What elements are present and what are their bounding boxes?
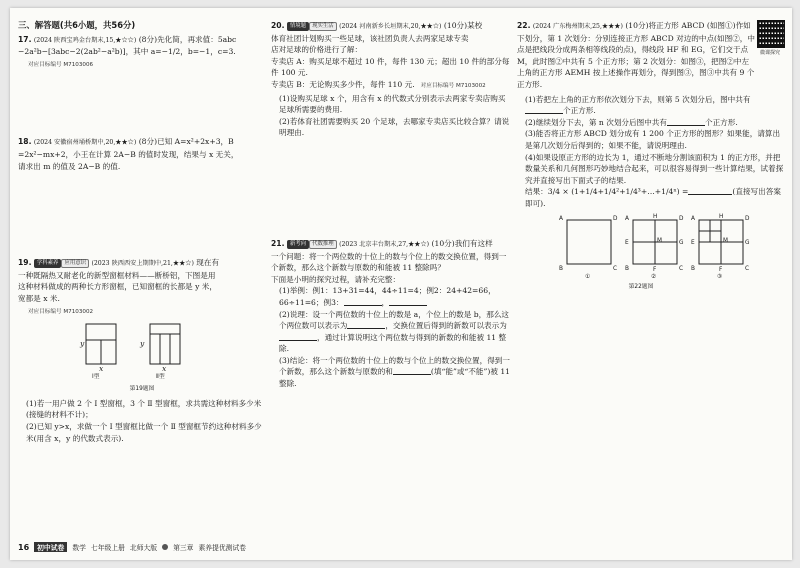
- qr-code[interactable]: [757, 20, 783, 60]
- question-text: (如图①)作如下划分，第 1 次划分：分别连接正方形 ABCD 对边的中点(如图②，中点是把线段分成两条相等线段的点)，得线段 HF 和 EG，它们交于点 M，此时图②中共有 5 个正方形；第 2 次划分：如图③，把图②中左上角的正方形 AEMH 按上述操作再划分，得到图③，图③中共有 9 个正方形.: [517, 21, 755, 89]
- figure-number-2: ②: [651, 273, 657, 280]
- answer-blank[interactable]: [344, 297, 382, 306]
- question-points: (8分): [138, 34, 158, 44]
- column-middle: [271, 20, 511, 393]
- tag-situation: 情境题: [287, 22, 309, 31]
- label-y: y: [80, 339, 85, 349]
- question-source: (2024 陕西宝鸡金台期末,15,★☆☆): [33, 36, 137, 44]
- question-text: 宽都是 x 米.: [18, 293, 60, 303]
- question-21: [271, 238, 511, 390]
- point-label: F: [719, 266, 723, 273]
- question-number: 19.: [18, 258, 32, 268]
- footer-subject: 数学: [72, 544, 86, 552]
- qr-caption: 微课探究: [759, 50, 780, 56]
- point-label: G: [745, 239, 750, 246]
- tag-new-direction: 新考向: [287, 240, 309, 249]
- question-text: 先化简，再求值：5abc: [157, 34, 237, 44]
- target-code: 对应目标编号 M7103002: [28, 308, 94, 315]
- question-source: (2024 河南新乡长垣期末,20,★★☆): [339, 23, 442, 30]
- answer-space: [18, 74, 266, 136]
- question-text: =2x²−mx+2，小王在计算 2A−B 的值时发现，结果与 x 无关，: [18, 149, 239, 159]
- exam-page: [10, 8, 792, 560]
- section-note: (共6小题，共56分): [59, 20, 136, 30]
- question-text: 店对足球的价格进行了解：: [271, 45, 363, 55]
- tag-real-life: 现实生活: [309, 22, 337, 31]
- figure-caption: 第19题图: [129, 386, 155, 393]
- point-label: M: [723, 237, 729, 244]
- answer-blank[interactable]: [347, 320, 385, 329]
- answer-space: [18, 175, 266, 257]
- point-label: E: [691, 239, 695, 246]
- question-22: [517, 20, 785, 91]
- point-label: C: [679, 265, 684, 272]
- question-source: (2024 安徽宿州埇桥期中,20,★★☆): [33, 139, 137, 147]
- sub-question-text: 个正方形.: [704, 117, 738, 127]
- column-right: [517, 20, 785, 293]
- point-label: B: [691, 265, 695, 272]
- step-3-text: (3)结论：将一个两位数的十位上的数与个位上的数交换位置，得到一个新数，那么这个新数与原数的和: [279, 355, 510, 377]
- point-label: H: [653, 213, 658, 220]
- point-label: A: [559, 215, 563, 222]
- question-20: [271, 20, 511, 139]
- figure-label-type2: Ⅱ型: [156, 374, 165, 381]
- question-number: 21.: [271, 238, 285, 248]
- answer-blank[interactable]: [688, 186, 732, 195]
- question-text: 一种既隔热又耐老化的新型窗框材料——断桥铝，下图是用: [18, 270, 216, 280]
- question-22-parts: [517, 94, 785, 210]
- column-left: [18, 20, 266, 447]
- answer-space: [271, 142, 511, 238]
- footer-title: 素养提优测试卷: [198, 544, 247, 552]
- sub-question-2: (2)已知 y>x，求做一个 Ⅰ 型窗框比做一个 Ⅱ 型窗框节约这种材料多少米(用含 x，y 的代数式表示).: [26, 421, 262, 443]
- figure-number-3: ③: [717, 273, 723, 280]
- answer-blank[interactable]: [393, 366, 431, 375]
- tag-literacy: 学科素养: [34, 259, 62, 268]
- label-y: y: [140, 339, 145, 349]
- question-text: 已知 A=x²+2x+3，B: [157, 137, 234, 147]
- point-label: B: [625, 265, 629, 272]
- square-division-figure: [557, 214, 785, 282]
- sub-question-text: (4)如果设原正方形的边长为 1，通过不断地分割该面积为 1 的正方形，并把数量关系和几何图形巧妙地结合起来，可以很容易得到一些计算结果，试着探究并直接写出下面式子的结果.: [525, 152, 784, 185]
- sub-question-1: [517, 94, 785, 117]
- shop-a-text: 专卖店 A：购买足球不超过 10 件，每件 130 元；超出 10 件的部分每件 100 元.: [271, 56, 510, 78]
- step-2-text: ，交换位置后得到的新数可以表示为: [385, 321, 507, 331]
- question-number: 18.: [18, 137, 32, 147]
- step-2-text: (2)说理：设一个两位数的十位上的数是 a，个位上的数是 b，那么这个两位数可以表示为: [279, 309, 510, 331]
- brand-label: 初中试卷: [34, 542, 67, 552]
- qr-code-icon: [757, 20, 785, 48]
- step-2-text: ，通过计算说明这个两位数与得到的新数的和能被 11 整除.: [279, 332, 507, 354]
- punctuation: ，: [381, 297, 390, 307]
- sub-question-1: (1)若一用户做 2 个 Ⅰ 型窗框，3 个 Ⅱ 型窗框，求共需这种材料多少米(接缝的材料不计)；: [26, 398, 262, 420]
- bullet-icon: [162, 544, 168, 550]
- question-points: (10分): [431, 238, 455, 248]
- section-title: 三、解答题: [18, 20, 60, 30]
- point-label: G: [679, 239, 684, 246]
- sub-question-4: [517, 152, 785, 210]
- point-label: D: [745, 215, 750, 222]
- sub-question-text: 个正方形.: [563, 106, 596, 116]
- point-label: B: [559, 265, 563, 272]
- question-text: 这种材料做成的两种长方形窗框，已知窗框的长都是 y 米，: [18, 282, 217, 292]
- step-1-text: (1)举例：例1：13+31=44，44÷11=4；例2：24+42=66，66÷11=6；例3：: [279, 286, 496, 307]
- point-label: D: [679, 215, 684, 222]
- point-label: A: [691, 215, 695, 222]
- answer-blank[interactable]: [279, 332, 317, 341]
- sub-question-3: (3)能否将正方形 ABCD 划分成有 1 200 个正方形的图形？如果能，请算出是第几次划分后得到的；如果不能，请说明理由.: [525, 129, 781, 150]
- question-text: −2a²b−[3abc−2(2ab²−a²b)]，其中 a=−1/2，b=−1，c=3.: [18, 47, 236, 57]
- question-text: 某校: [467, 21, 483, 30]
- step-3-text: (填“能”或“不能”)被 11 整除.: [279, 367, 510, 389]
- point-label: H: [719, 213, 724, 220]
- footer-edition: 北师大版: [129, 544, 158, 552]
- sub-question-text: (1)若把左上角的正方形依次划分下去，则第 5 次划分后，图中共有: [525, 94, 751, 104]
- answer-blank[interactable]: [667, 117, 705, 126]
- label-x: x: [162, 364, 167, 374]
- footer-grade: 七年级上册: [90, 544, 125, 552]
- target-code: 对应目标编号 M7103002: [420, 82, 486, 89]
- question-17: [18, 34, 266, 72]
- question-text: 将正方形 ABCD: [648, 21, 705, 30]
- figure-number-1: ①: [585, 273, 591, 280]
- question-source: (2024 广东梅州期末,25,★★★): [532, 23, 623, 30]
- point-label: C: [613, 265, 618, 272]
- formula-text: 结果：3/4 × (1+1/4+1/4²+1/4³+…+1/4ⁿ) =: [525, 187, 689, 197]
- point-label: C: [745, 265, 750, 272]
- page-number: 16: [18, 542, 30, 552]
- sub-question-2: (2)若体育社团需要购买 20 个足球，去哪家专卖店买比较合算？请说明理由.: [279, 116, 510, 138]
- footer-chapter: 第三章: [173, 544, 194, 552]
- label-x: x: [99, 364, 104, 374]
- figure-label-type1: Ⅰ型: [92, 374, 100, 381]
- sub-question-1: (1)设购买足球 x 个，用含有 x 的代数式分别表示去两家专卖店购买足球所需要的费用.: [279, 93, 506, 115]
- tag-algebra-reasoning: 代数推理: [309, 240, 337, 249]
- page-footer: [18, 542, 246, 552]
- question-points: (8分): [138, 137, 158, 147]
- sub-question-text: (2)继续划分下去，第 n 次划分后图中共有: [525, 117, 667, 127]
- point-label: E: [625, 239, 629, 246]
- answer-blank[interactable]: [389, 297, 427, 306]
- point-label: A: [625, 215, 629, 222]
- question-text: 我们有这样: [454, 238, 493, 248]
- question-text: 请求出 m 的值及 2A−B 的值.: [18, 161, 121, 171]
- question-source: (2023 陕西西安上期期中,21,★★☆): [91, 260, 194, 268]
- question-number: 17.: [18, 34, 32, 44]
- question-points: (10分): [625, 21, 649, 30]
- answer-blank[interactable]: [525, 105, 563, 114]
- question-text: 一个问题：将一个两位数的十位上的数与个位上的数交换位置，得到一个新数，那么这个新数与原数的和能被 11 整除吗？: [271, 251, 507, 273]
- question-text: 体育社团计划购买一些足球，该社团负责人去两家足球专卖: [271, 33, 469, 43]
- tag-application: 应用意识: [61, 259, 89, 268]
- window-frame-figure: [80, 320, 266, 384]
- question-number: 22.: [517, 21, 531, 30]
- target-code: 对应目标编号 M7103006: [28, 61, 94, 68]
- question-intro: 下面是小明的探究过程，请补充完整：: [271, 274, 401, 284]
- question-text: 现在有: [196, 258, 220, 268]
- point-label: M: [657, 237, 663, 244]
- point-label: F: [653, 266, 657, 273]
- question-source: (2023 北京丰台期末,27,★★☆): [339, 240, 430, 248]
- figure-caption: 第22题图: [628, 283, 654, 290]
- section-heading: [18, 20, 266, 32]
- step-1: [271, 285, 511, 308]
- question-18: [18, 136, 266, 172]
- question-points: (10分): [443, 21, 468, 30]
- question-number: 20.: [271, 21, 285, 30]
- sub-question-text: (直接写出答案即可).: [525, 187, 781, 208]
- sub-question-2: [517, 117, 785, 129]
- step-3: [271, 355, 511, 390]
- step-2: [271, 309, 511, 355]
- question-19: [18, 257, 266, 444]
- point-label: D: [613, 215, 618, 222]
- shop-b-text: 专卖店 B：无论购买多少件，每件 110 元.: [271, 79, 415, 89]
